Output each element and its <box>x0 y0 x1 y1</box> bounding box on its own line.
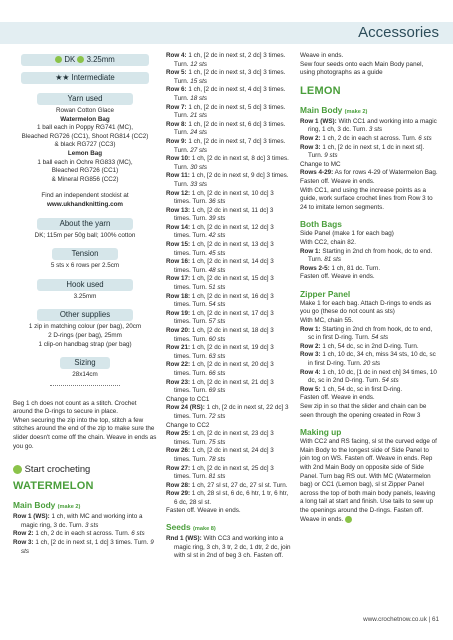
pattern-row <box>166 224 291 241</box>
yarn-line: 1 ball each in Poppy RG741 (MC), <box>37 124 133 132</box>
row-text: 1 ch, [2 dc in next st, 13 dc] 3 times. Turn. <box>174 241 274 257</box>
make-count: (make 8) <box>193 526 216 533</box>
row-label: Row 7: <box>166 103 187 111</box>
row-text: 1 ch, 10 dc, 34 ch, miss 34 sts, 10 dc, sc in first D-ring. Turn. <box>308 351 436 368</box>
row-text: 1 ch, [2 dc in next st, 4 dc] 3 times. Turn. <box>174 86 286 102</box>
column-middle <box>166 52 291 561</box>
row-text: 1 ch, [2 dc in next st, 24 dc] 3 times. Turn. <box>174 447 274 463</box>
pattern-row <box>166 344 291 361</box>
row-text: 1 ch, 2 dc in each st across. Turn. <box>322 134 417 142</box>
row-text: 1 ch, [2 dc in next st, 19 dc] 3 times. Turn. <box>174 344 274 360</box>
stockist-block <box>13 192 157 209</box>
row-label: Row 5: <box>166 69 187 77</box>
pattern-row <box>300 118 440 135</box>
watermelon-heading: WATERMELON <box>13 480 94 493</box>
main-body-heading-text: Main Body <box>13 500 56 511</box>
stockist-link[interactable]: www.ukhandknitting.com <box>46 200 124 208</box>
sizing-text: 28x14cm <box>72 371 98 379</box>
yarn-line: Rowan Cotton Glace <box>55 107 115 114</box>
divider <box>50 384 120 386</box>
pattern-row <box>166 172 291 189</box>
footer-site[interactable]: www.crochetnow.co.uk <box>363 616 427 623</box>
make-count: (make 2) <box>344 108 368 115</box>
seeds-heading-text: Seeds <box>166 522 191 533</box>
note-line: Side Panel (make 1 for each bag) <box>300 230 394 238</box>
supply-line: 1 clip-on handbag strap (per bag) <box>38 340 132 348</box>
row-text: 1 ch, with MC and working into a magic ring, 3 dc. Turn. <box>21 513 143 529</box>
row-label: Row 10: <box>166 155 191 163</box>
note-line: Sew four seeds onto each Main Body panel, using photographs as a guide <box>300 60 424 77</box>
star-icon: ★ <box>55 73 63 82</box>
pattern-row <box>300 386 440 395</box>
pattern-row <box>166 190 291 207</box>
pattern-row <box>13 539 157 556</box>
pattern-row <box>300 343 440 352</box>
stitch-count: 78 sts <box>208 455 226 463</box>
row-text: 1 ch, [2 dc in next st, 14 dc] 3 times. Turn. <box>174 258 274 274</box>
row-label: Row 28: <box>166 481 191 489</box>
row-text: 1 ch, [2 dc in next st, 6 dc] 3 times. Turn. <box>174 120 286 137</box>
fasten-off-note: Fasten off. Weave in ends. <box>300 273 375 281</box>
row-label: Row 14: <box>166 223 191 231</box>
yarn-line: 1 ball each in Ochre RG833 (MC), <box>37 158 133 166</box>
row-text: 1 ch, [2 dc in next st, 8 dc] 3 times. Turn. <box>174 155 289 171</box>
row-text: 1 ch, [2 dc in next st, 18 dc] 3 times. Turn. <box>174 327 274 343</box>
row-label: Row 2: <box>13 530 34 538</box>
other-supplies-label: Other supplies <box>37 309 133 321</box>
pattern-row <box>166 447 291 464</box>
pattern-row <box>166 241 291 258</box>
pattern-row <box>13 530 157 539</box>
making-up-text <box>300 438 440 524</box>
sizing-label: Sizing <box>60 357 110 369</box>
stitch-count: 18 sts <box>190 94 208 102</box>
row-text: 1 ch, [2 dc in next st, 11 dc] 3 times. Turn. <box>174 206 274 223</box>
stitch-count: 72 sts <box>208 412 226 420</box>
pattern-row <box>166 535 291 561</box>
stitch-count: 6 sts <box>418 134 432 142</box>
yarn-used-block <box>13 107 157 184</box>
row-label: Row 17: <box>166 275 191 283</box>
row-label: Row 9: <box>166 137 187 145</box>
stitch-count: 21 sts <box>190 112 208 120</box>
row-text: 1 ch, 28 sl st, 6 dc, 6 htr, 1 tr, 6 htr, 6 dc, 28 sl st. <box>174 490 289 506</box>
level-text: Intermediate <box>71 73 115 82</box>
make-count: (make 2) <box>57 504 81 511</box>
pattern-row <box>166 490 291 507</box>
seeds-heading <box>166 522 291 535</box>
fasten-off-note: Fasten off. Weave in ends. <box>166 507 241 515</box>
row-label: Row 22: <box>166 361 191 369</box>
row-label: Rnd 1 (WS): <box>166 535 202 543</box>
pattern-row <box>166 293 291 310</box>
intro-paragraph: When securing the zip into the top, stitch a few stitches around the end of the zip to make sure the slider doesn't come off the chain. Weave in ends as you go. <box>13 416 157 450</box>
pattern-row <box>166 482 291 491</box>
spec-dk-hook: DK 3.25mm <box>21 54 149 66</box>
both-bags-heading: Both Bags <box>300 219 342 230</box>
row-text: 1 ch, [2 dc in next st, 1 dc] 3 times. Turn. <box>35 539 149 547</box>
stitch-count: 30 sts <box>190 163 208 171</box>
pattern-row <box>300 351 440 368</box>
pattern-row <box>300 326 440 343</box>
hook-used-label: Hook used <box>37 279 133 291</box>
pattern-row <box>166 69 291 86</box>
pattern-row <box>166 430 291 447</box>
row-text: 1 ch, 27 sl st, 27 dc, 27 sl st. Turn. <box>191 481 288 489</box>
column-left <box>13 52 157 556</box>
stitch-count: 33 sts <box>190 180 208 188</box>
row-text: 1 ch, [2 dc in next st, 7 dc] 3 times. Turn. <box>174 137 286 154</box>
zipper-panel-heading: Zipper Panel <box>300 288 351 299</box>
pattern-row <box>166 361 291 378</box>
page-title: Accessories <box>358 24 439 41</box>
row-text: 1 ch, 54 dc, sc in 2nd D-ring. Turn. <box>322 342 419 350</box>
row-label: Row 18: <box>166 292 191 300</box>
stitch-count: 12 sts <box>190 60 208 68</box>
row-text: 1 ch, [2 dc in next st, 17 dc] 3 times. Turn. <box>174 309 274 326</box>
pattern-row <box>13 513 157 530</box>
row-label: Rows 2-5: <box>300 264 330 272</box>
row-label: Row 21: <box>166 344 191 352</box>
stitch-count: 66 sts <box>208 369 226 377</box>
row-text: 1 ch, 54 dc, sc in first D-ring. <box>322 385 403 393</box>
colour-change: Change to CC2 <box>166 421 210 429</box>
pattern-row <box>166 379 291 396</box>
stockist-text: Find an independent stockist at <box>41 192 129 200</box>
stitch-count: 57 sts <box>208 318 226 326</box>
spec-level <box>21 72 149 84</box>
stitch-count: 15 sts <box>190 77 208 85</box>
note-line: Fasten off. Weave in ends. <box>300 177 375 185</box>
row-text: 1 ch, [2 dc in next st, 9 dc] 3 times. Turn. <box>174 172 289 188</box>
row-label: Row 19: <box>166 309 191 317</box>
stitch-count: 6 sts <box>131 530 145 538</box>
pattern-row <box>300 144 440 161</box>
tension-label: Tension <box>52 248 118 260</box>
row-text: 1 ch, [2 dc in next st, 5 dc] 3 times. Turn. <box>174 103 286 120</box>
stitch-count: 63 sts <box>208 352 226 360</box>
pattern-row <box>166 155 291 172</box>
pattern-row <box>166 404 291 421</box>
pattern-row <box>166 104 291 121</box>
watermelon-bag-label: Watermelon Bag <box>60 115 110 123</box>
row-label: Row 15: <box>166 241 191 249</box>
making-up-paragraph: With CC2 and RS facing, sl st the curved edge of Main Body to the longest side of Side Panel to join tog on WS. Fasten off. Weave in ends. Rep with 2nd Main Body on opposite side of Side Panel. Turn bag RS out. With MC (Watermelon bag) or CC1 (Lemon bag), sl st Zipper Panel across the top of both main body panels, leaving a long tail at start and finish. Use tails to sew up the openings around the D-rings. Fasten off. Weave in ends. <box>300 438 437 523</box>
intro-paragraph: Beg 1 ch does not count as a stitch. Crochet around the D-rings to secure in place. <box>13 399 137 416</box>
making-up-heading: Making up <box>300 427 342 438</box>
row-text: With CC1 and working into a magic ring, 1 ch, 3 dc. Turn. <box>308 117 437 134</box>
stitch-count: 54 sts <box>208 301 226 309</box>
row-label: Row 4: <box>166 52 187 59</box>
stitch-count: 24 sts <box>190 129 208 137</box>
lemon-main-body-heading <box>300 105 440 118</box>
row-label: Row 5: <box>300 385 321 393</box>
supply-line: 1 zip in matching colour (per bag), 20cm <box>28 323 142 331</box>
row-text: 1 ch, [2 dc in next st, 25 dc] 3 times. Turn. <box>174 464 274 481</box>
note-line: Make 1 for each bag. Attach D-rings to ends as you go (these do not count as sts) <box>300 299 432 316</box>
tension-text: 5 sts x 6 rows per 2.5cm <box>50 262 120 270</box>
row-label: Row 23: <box>166 378 191 386</box>
row-label: Row 29: <box>166 490 191 498</box>
pattern-row <box>166 138 291 155</box>
yarn-used-label: Yarn used <box>37 93 133 105</box>
row-label: Row 12: <box>166 189 191 197</box>
row-label: Rows 4-29: <box>300 169 334 177</box>
pattern-row <box>300 169 440 178</box>
row-label: Row 20: <box>166 327 191 334</box>
pattern-row <box>166 327 291 344</box>
stitch-count: 36 sts <box>208 198 226 206</box>
stitch-count: 54 sts <box>371 334 389 342</box>
pattern-row <box>166 465 291 482</box>
stitch-count: 9 sts <box>324 152 338 160</box>
pattern-row <box>300 135 440 144</box>
stitch-count: 3 sts <box>85 521 99 529</box>
supply-line: 2 D-rings (per bag), 25mm <box>48 331 122 339</box>
pattern-row <box>166 275 291 292</box>
row-label: Row 1 (WS): <box>300 117 337 125</box>
note-line: With CC2, chain 82. <box>300 238 356 246</box>
row-text: 1 ch, [2 dc in next st, 1 dc in next st]. Turn. <box>308 143 425 160</box>
stitch-count: 42 sts <box>208 232 226 240</box>
pattern-row <box>300 369 440 386</box>
row-text: 1 ch, 81 dc. Turn. <box>331 264 381 272</box>
pattern-row <box>166 310 291 327</box>
yarn-line: Bleached RG726 (CC1) <box>51 167 119 175</box>
note-line: Weave in ends. <box>300 52 344 59</box>
row-label: Row 2: <box>300 342 321 350</box>
yarn-line: & Mineral RG856 (CC2) <box>51 175 119 183</box>
row-label: Row 25: <box>166 430 191 438</box>
row-label: Row 6: <box>166 86 187 94</box>
row-text: 1 ch, [2 dc in next st, 20 dc] 3 times. Turn. <box>174 361 274 377</box>
row-text: Starting in 2nd ch from hook, dc to end. Turn. <box>308 247 433 264</box>
row-label: Row 16: <box>166 258 191 266</box>
hook-used-text: 3.25mm <box>73 292 97 300</box>
colour-change: Change to MC <box>300 160 341 168</box>
row-label: Row 2: <box>300 134 321 142</box>
row-label: Row 3: <box>13 539 34 547</box>
stitch-count: 27 sts <box>190 146 208 154</box>
row-label: Row 8: <box>166 120 187 128</box>
pattern-row <box>300 248 440 265</box>
row-text: 1 ch, [2 dc in next st, 21 dc] 3 times. Turn. <box>174 378 274 395</box>
pattern-row <box>166 121 291 138</box>
row-text: 1 ch, 2 dc in each st across. Turn. <box>35 530 130 538</box>
stitch-count: 48 sts <box>208 266 226 274</box>
row-label: Row 13: <box>166 206 191 214</box>
main-body-heading-text: Main Body <box>300 104 343 115</box>
pattern-row <box>166 52 291 69</box>
lemon-heading: LEMON <box>300 84 341 97</box>
bullet-icon <box>13 465 22 474</box>
note-line: With CC1, and using the increase points as a guide, work surface crochet lines from Row 3 to 24 to imitate lemon segments. <box>300 186 433 211</box>
pattern-row <box>166 86 291 103</box>
row-label: Row 1 (WS): <box>13 513 50 521</box>
start-heading-text: Start crocheting <box>24 463 91 475</box>
stitch-count: 69 sts <box>208 387 226 395</box>
row-label: Row 3: <box>300 143 321 151</box>
row-text: 1 ch, [2 dc in next st, 15 dc] 3 times. Turn. <box>174 275 274 292</box>
stitch-count: 54 sts <box>381 377 399 385</box>
row-text: 1 ch, 10 dc, [1 dc in next ch] 34 times, 10 dc, sc in 2nd D-ring. Turn. <box>308 368 437 385</box>
page-number: 61 <box>431 616 439 623</box>
stitch-count: 60 sts <box>208 335 226 343</box>
note-line: With MC, chain 55. <box>300 317 354 325</box>
stitch-count: 20 sts <box>363 360 381 368</box>
stitch-count: 81 sts <box>324 256 342 264</box>
hook-dot-icon <box>77 56 84 63</box>
row-label: Row 3: <box>300 351 321 359</box>
stitch-count: 3 sts <box>368 126 383 134</box>
about-yarn-label: About the yarn <box>37 218 133 230</box>
note-line: Fasten off. Weave in ends. <box>300 394 375 402</box>
row-label: Row 1: <box>300 325 321 333</box>
yarn-line: Bleached RG726 (CC1), Shoot RG814 (CC2) <box>21 132 149 140</box>
colour-change: Change to CC1 <box>166 395 210 403</box>
row-text: 1 ch, [2 dc in next st, 2 dc] 3 times. Turn. <box>174 52 286 68</box>
end-bullet-icon <box>345 516 352 523</box>
row-label: Row 27: <box>166 464 191 472</box>
row-label: Row 4: <box>300 368 321 376</box>
hook-size: 3.25mm <box>86 55 115 64</box>
yarn-dot-icon <box>55 56 62 63</box>
row-text: As for rows 4-29 of Watermelon Bag. <box>334 169 438 177</box>
note-line: Sew zip in so that the slider and chain can be seen through the opening created in Row 3 <box>300 403 427 419</box>
about-yarn-text: DK; 115m per 50g ball; 100% cotton <box>34 231 136 239</box>
page-footer: www.crochetnow.co.uk | 61 <box>363 616 439 623</box>
row-label: Row 11: <box>166 172 190 180</box>
late-rows <box>166 430 291 507</box>
row-text: 1 ch, [2 dc in next st, 22 dc] 3 times. Turn. <box>174 404 289 420</box>
row-text: 1 ch, [2 dc in next st, 3 dc] 3 times. Turn. <box>174 69 286 85</box>
row-text: 1 ch, [2 dc in next st, 16 dc] 3 times. Turn. <box>174 292 274 309</box>
stitch-count: 45 sts <box>208 249 226 257</box>
column-right <box>300 52 440 524</box>
row-text: Starting in 2nd ch from hook, dc to end, sc in first D-ring. Turn. <box>308 325 433 342</box>
pattern-row <box>166 258 291 275</box>
yarn-line: & black RG727 (CC3) <box>54 141 116 149</box>
main-body-heading <box>13 500 157 513</box>
lemon-bag-label: Lemon Bag <box>67 149 103 157</box>
start-heading <box>13 463 157 475</box>
supplies-block <box>13 323 157 349</box>
row-label: Row 26: <box>166 447 191 455</box>
stitch-count: 9 sts <box>21 539 154 555</box>
stitch-count: 39 sts <box>208 215 226 223</box>
stitch-count: 75 sts <box>208 438 226 446</box>
pattern-row <box>166 207 291 224</box>
middle-rows <box>166 52 291 396</box>
row-text: With CC3 and working into a magic ring, 3 ch, 3 tr, 2 dc, 1 dtr, 2 dc, join with sl st in 2nd of beg 3 ch. Fasten off. <box>174 535 291 560</box>
row-text: 1 ch, [2 dc in next st, 10 dc] 3 times. Turn. <box>174 189 274 206</box>
row-text: 1 ch, [2 dc in next st, 12 dc] 3 times. Turn. <box>174 223 274 240</box>
row-label: Row 24 (RS): <box>166 404 205 412</box>
row-label: Row 1: <box>300 247 321 255</box>
star-icon: ★ <box>62 73 70 82</box>
row-text: 1 ch, [2 dc in next st, 23 dc] 3 times. Turn. <box>174 430 274 446</box>
pattern-row <box>300 265 440 274</box>
stitch-count: 81 sts <box>208 473 226 481</box>
stitch-count: 51 sts <box>208 284 226 292</box>
